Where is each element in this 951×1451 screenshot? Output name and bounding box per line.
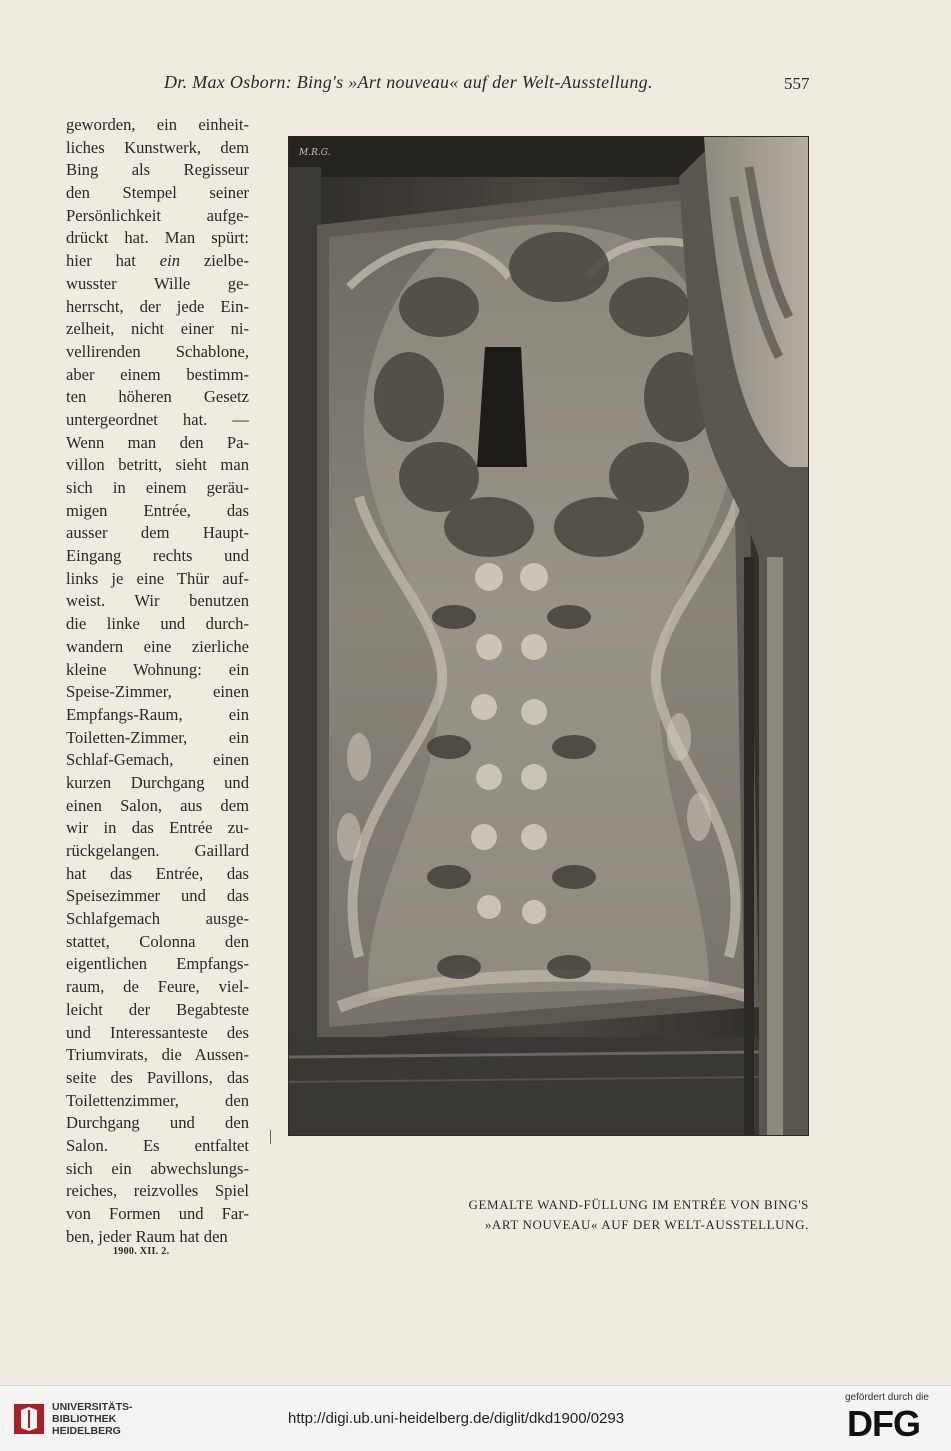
body-text-line: Empfangs-Raum, ein — [66, 704, 249, 724]
library-name-line-3: HEIDELBERG — [52, 1425, 121, 1437]
body-text-line: eigentlichen Empfangs- — [66, 954, 249, 974]
signature-mark: 1900. XII. 2. — [113, 1246, 170, 1257]
body-text-column — [66, 114, 249, 1248]
body-text-line: Eingang rechts und — [66, 546, 249, 566]
body-text-line: Schlafgemach ausge- — [66, 909, 249, 929]
body-text-line: hier hat ein zielbe- — [66, 251, 249, 271]
body-text-line: Wenn man den Pa- — [66, 432, 249, 452]
body-text-line: aber einem bestimm- — [66, 364, 249, 384]
body-text-line: ben, jeder Raum hat den — [66, 1226, 228, 1246]
body-text-line: die linke und durch- — [66, 614, 249, 634]
page-number: 557 — [784, 74, 810, 93]
figure-caption — [384, 1195, 809, 1235]
body-text-line: geworden, ein einheit- — [66, 115, 249, 134]
body-text-line: ausser dem Haupt- — [66, 523, 249, 543]
body-text-line: stattet, Colonna den — [66, 931, 249, 951]
body-text-line: liches Kunstwerk, dem — [66, 137, 249, 157]
dfg-wordmark: DFG — [847, 1403, 920, 1444]
body-text-line: Persönlichkeit aufge- — [66, 205, 249, 225]
funded-by-label: gefördert durch die — [845, 1392, 929, 1403]
library-logo[interactable] — [12, 1398, 142, 1438]
body-text-line: raum, de Feure, viel- — [66, 977, 249, 997]
body-text-line: migen Entrée, das — [66, 500, 249, 520]
running-title: Dr. Max Osborn: Bing's »Art nouveau« auf der Welt-Ausstellung. — [164, 72, 653, 92]
wall-panel-photograph — [288, 136, 809, 1136]
body-text-line: von Formen und Far- — [66, 1204, 249, 1223]
body-text-line: drückt hat. Man spürt: — [66, 228, 249, 248]
library-name-line-2: BIBLIOTHEK — [52, 1413, 117, 1425]
body-text-line: kurzen Durchgang und — [66, 772, 249, 792]
body-text-line: Salon. Es entfaltet — [66, 1135, 249, 1155]
body-text-line: vellirenden Schablone, — [66, 341, 249, 361]
dfg-logo[interactable] — [843, 1392, 943, 1447]
body-text-line: wusster Wille ge- — [66, 273, 249, 293]
body-text-line: wandern eine zierliche — [66, 636, 249, 656]
body-text-line: sich ein abwechslungs- — [66, 1158, 249, 1178]
body-text-line: herrscht, der jede Ein- — [66, 296, 249, 316]
body-text-line: den Stempel seiner — [66, 183, 249, 203]
body-text-line: leicht der Begabteste — [66, 999, 249, 1019]
body-text-line: kleine Wohnung: ein — [66, 659, 249, 679]
library-name-line-1: UNIVERSITÄTS- — [52, 1401, 133, 1413]
body-text-line: Bing als Regisseur — [66, 160, 249, 180]
panel-monogram: M.R.G. — [299, 148, 331, 158]
body-text-line: Schlaf-Gemach, einen — [66, 750, 249, 770]
library-crest-icon — [12, 1402, 46, 1436]
caption-line-1: GEMALTE WAND-FÜLLUNG IM ENTRÉE VON BING'S — [468, 1197, 809, 1212]
body-text-line: ten höheren Gesetz — [66, 387, 249, 407]
body-text-line: Triumvirats, die Aussen- — [66, 1045, 249, 1065]
body-text-line: reiches, reizvolles Spiel — [66, 1181, 249, 1201]
body-text-line: und Interessanteste des — [66, 1022, 249, 1042]
body-text-line: Speisezimmer und das — [66, 886, 249, 906]
body-text-line: untergeordnet hat. — — [66, 409, 249, 429]
caption-line-2: »ART NOUVEAU« AUF DER WELT-AUSSTELLUNG. — [484, 1217, 809, 1232]
body-text-line: Durchgang und den — [66, 1113, 249, 1133]
body-text-line: weist. Wir benutzen — [66, 591, 249, 611]
body-text-line: rückgelangen. Gaillard — [66, 841, 249, 860]
body-text-line: seite des Pavillons, das — [66, 1067, 249, 1087]
body-text-line: einen Salon, aus dem — [66, 795, 249, 815]
body-text-line: Toiletten-Zimmer, ein — [66, 727, 249, 747]
body-text-line: villon betritt, sieht man — [66, 455, 249, 475]
permalink-url[interactable]: http://digi.ub.uni-heidelberg.de/diglit/dkd1900/0293 — [288, 1410, 625, 1427]
digitization-footer — [0, 1385, 951, 1451]
margin-mark — [270, 1130, 271, 1144]
body-text-line: zelheit, nicht einer ni- — [66, 319, 249, 339]
body-text-line: hat das Entrée, das — [66, 863, 249, 883]
body-text-line: Speise-Zimmer, einen — [66, 682, 249, 702]
body-text-line: sich in einem geräu- — [66, 478, 249, 497]
body-text-line: wir in das Entrée zu- — [66, 818, 249, 838]
wall-panel-illustration — [289, 137, 808, 1135]
body-text-line: Toilettenzimmer, den — [66, 1090, 249, 1110]
body-text-line: links je eine Thür auf- — [66, 568, 249, 588]
